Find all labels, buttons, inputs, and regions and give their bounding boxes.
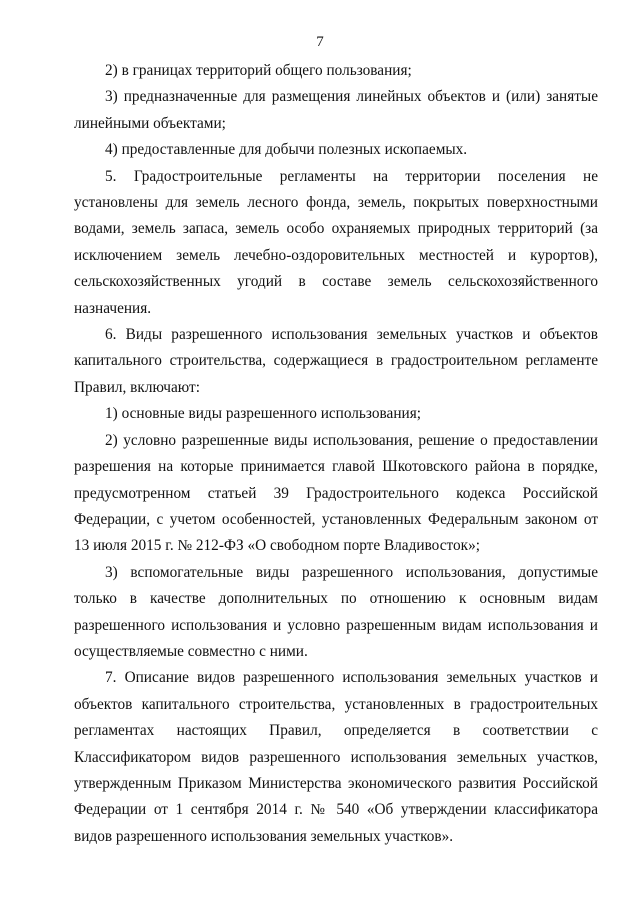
paragraph-item-2-public-territories: 2) в границах территорий общего пользования; <box>105 62 412 79</box>
paragraph-item-4-mineral-extraction: 4) предоставленные для добычи полезных ископаемых. <box>105 141 468 159</box>
paragraph-item-3-auxiliary-uses: 3) вспомогательные виды разрешенного использования, допустимые только в качестве дополнительных по отношению к основным видам разрешенного использования и условно разрешенным видам использования и осуществляемые совместно с ними. <box>74 563 598 660</box>
paragraph-section-5: 5. Градостроительные регламенты на территории поселения не установлены для земель лесного фонда, земель, покрытых поверхностными водами, земель запаса, земель особо охраняемых природных территорий (за исключением земель лечебно-оздоровительных местностей и курортов), сельскохозяйственных угодий в составе земель сельскохозяйственного назначения. <box>74 167 598 317</box>
paragraph-item-1-main-uses: 1) основные виды разрешенного использования; <box>105 405 421 423</box>
paragraph-item-3-linear-objects: 3) предназначенные для размещения линейных объектов и (или) занятые линейными объектами; <box>74 88 598 132</box>
paragraph-section-6: 6. Виды разрешенного использования земельных участков и объектов капитального строительства, содержащиеся в градостроительном регламенте Правил, включают: <box>74 326 598 396</box>
paragraph-item-2-conditional-uses: 2) условно разрешенные виды использования, решение о предоставлении разрешения на которые принимается главой Шкотовского района в порядке, предусмотренном статьей 39 Градостроительного кодекса Российской Федерации, с учетом особенностей, установленных Федеральным законом от 13 июля 2015 г. № 212-ФЗ «О свободном порте Владивосток»; <box>74 431 598 555</box>
document-body <box>74 58 598 850</box>
paragraph-section-7: 7. Описание видов разрешенного использования земельных участков и объектов капитального строительства, установленных в градостроительных регламентах настоящих Правил, определяется в соответствии с Классификатором видов разрешенного использования земельных участков, утвержденным Приказом Министерства экономического развития Российской Федерации от 1 сентября 2014 г. № 540 «Об утверждении классификатора видов разрешенного использования земельных участков». <box>74 669 598 845</box>
page-number: 7 <box>316 34 324 50</box>
